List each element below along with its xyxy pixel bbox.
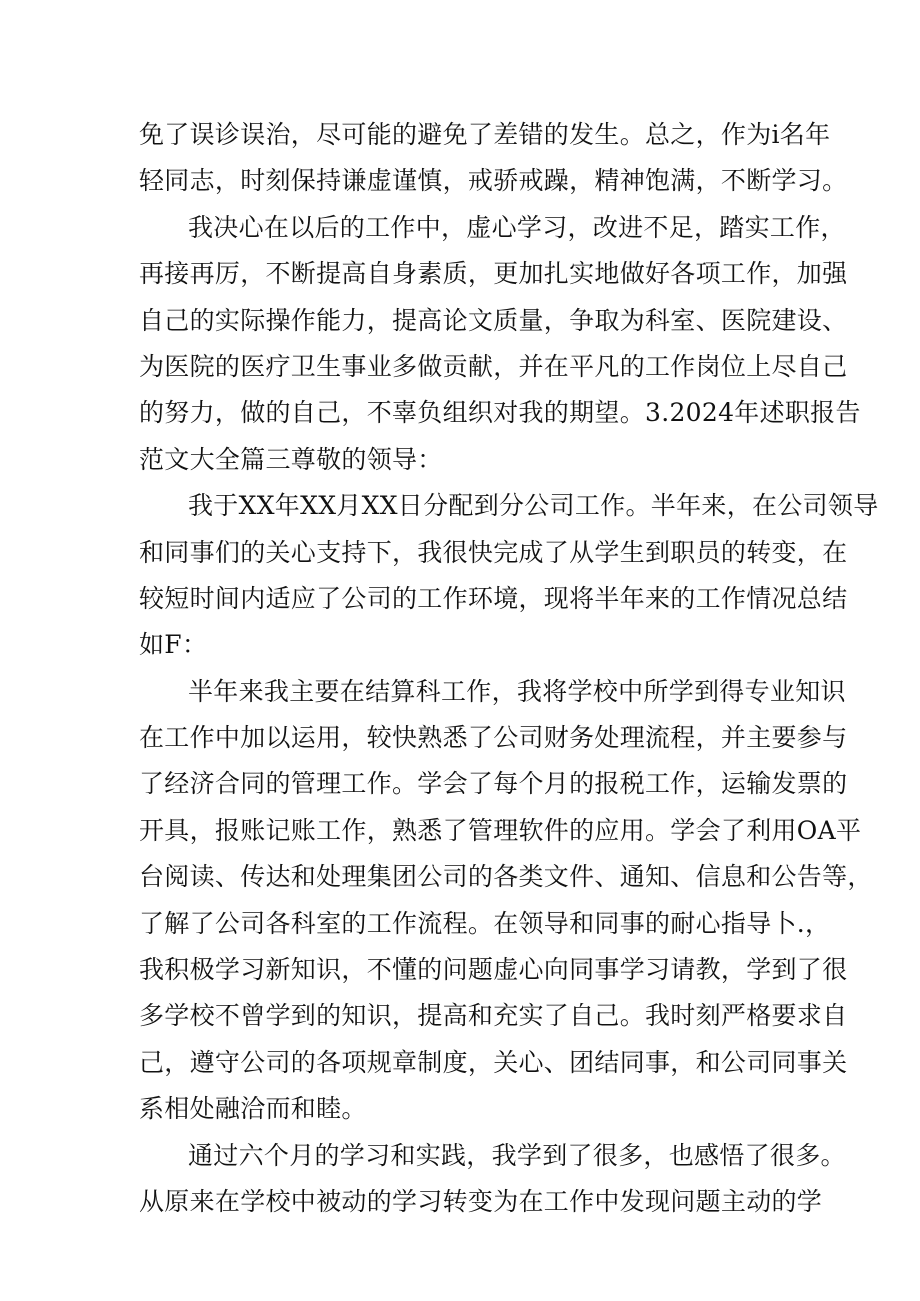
text-line: 半年来我主要在结算科工作，我将学校中所学到得专业知识 (188, 676, 846, 706)
text-line: 如F： (139, 630, 208, 660)
text-line: 通过六个月的学习和实践，我学到了很多，也感悟了很多。 (188, 1140, 846, 1170)
text-line: 为医院的医疗卫生事业多做贡献，并在平凡的工作岗位上尽自己 (139, 351, 848, 381)
text-line: 我决心在以后的工作中，虚心学习，改进不足，踏实工作， (188, 212, 846, 242)
text-line: 己，遵守公司的各项规章制度，关心、团结同事，和公司同事关 (139, 1047, 848, 1077)
text-line: 了经济合同的管理工作。学会了每个月的报税工作，运输发票的 (139, 769, 848, 799)
text-line: 免了误诊误治，尽可能的避免了差错的发生。总之，作为i名年 (139, 120, 831, 149)
text-line: 多学校不曾学到的知识，提高和充实了自己。我时刻严格要求自 (139, 1001, 848, 1031)
text-line: 系相处融洽而和睦。 (139, 1094, 367, 1124)
text-line: 的努力，做的自己，不辜负组织对我的期望。3.2024年述职报告 (139, 398, 861, 428)
text-line: 我于XX年XX月XX日分配到分公司工作。半年来，在公司领导 (188, 491, 879, 521)
text-line: 再接再厉，不断提高自身素质，更加扎实地做好各项工作，加强 (139, 259, 848, 289)
text-line: 较短时间内适应了公司的工作环境，现将半年来的工作情况总结 (139, 583, 848, 613)
text-line: 我积极学习新知识，不懂的问题虚心向同事学习请教，学到了很 (139, 955, 848, 985)
text-line: 范文大全篇三尊敬的领导： (139, 444, 443, 474)
text-line: 轻同志，时刻保持谦虚谨慎，戒骄戒躁，精神饱满，不断学习。 (139, 166, 848, 196)
text-line: 了解了公司各科室的工作流程。在领导和同事的耐心指导卜.， (139, 908, 831, 938)
text-line: 和同事们的关心支持下，我很快完成了从学生到职员的转变，在 (139, 537, 848, 567)
text-line: 从原来在学校中被动的学习转变为在工作中发现问题主动的学 (139, 1186, 823, 1216)
text-line: 开具，报账记账工作，熟悉了管理软件的应用。学会了利用OA平 (139, 815, 862, 845)
text-line: 在工作中加以运用，较快熟悉了公司财务处理流程，并主要参与 (139, 723, 848, 753)
body-text (139, 112, 879, 1225)
text-line: 自己的实际操作能力，提高论文质量，争取为科室、医院建设、 (139, 305, 848, 335)
text-line: 台阅读、传达和处理集团公司的各类文件、通知、信息和公告等， (139, 862, 873, 892)
